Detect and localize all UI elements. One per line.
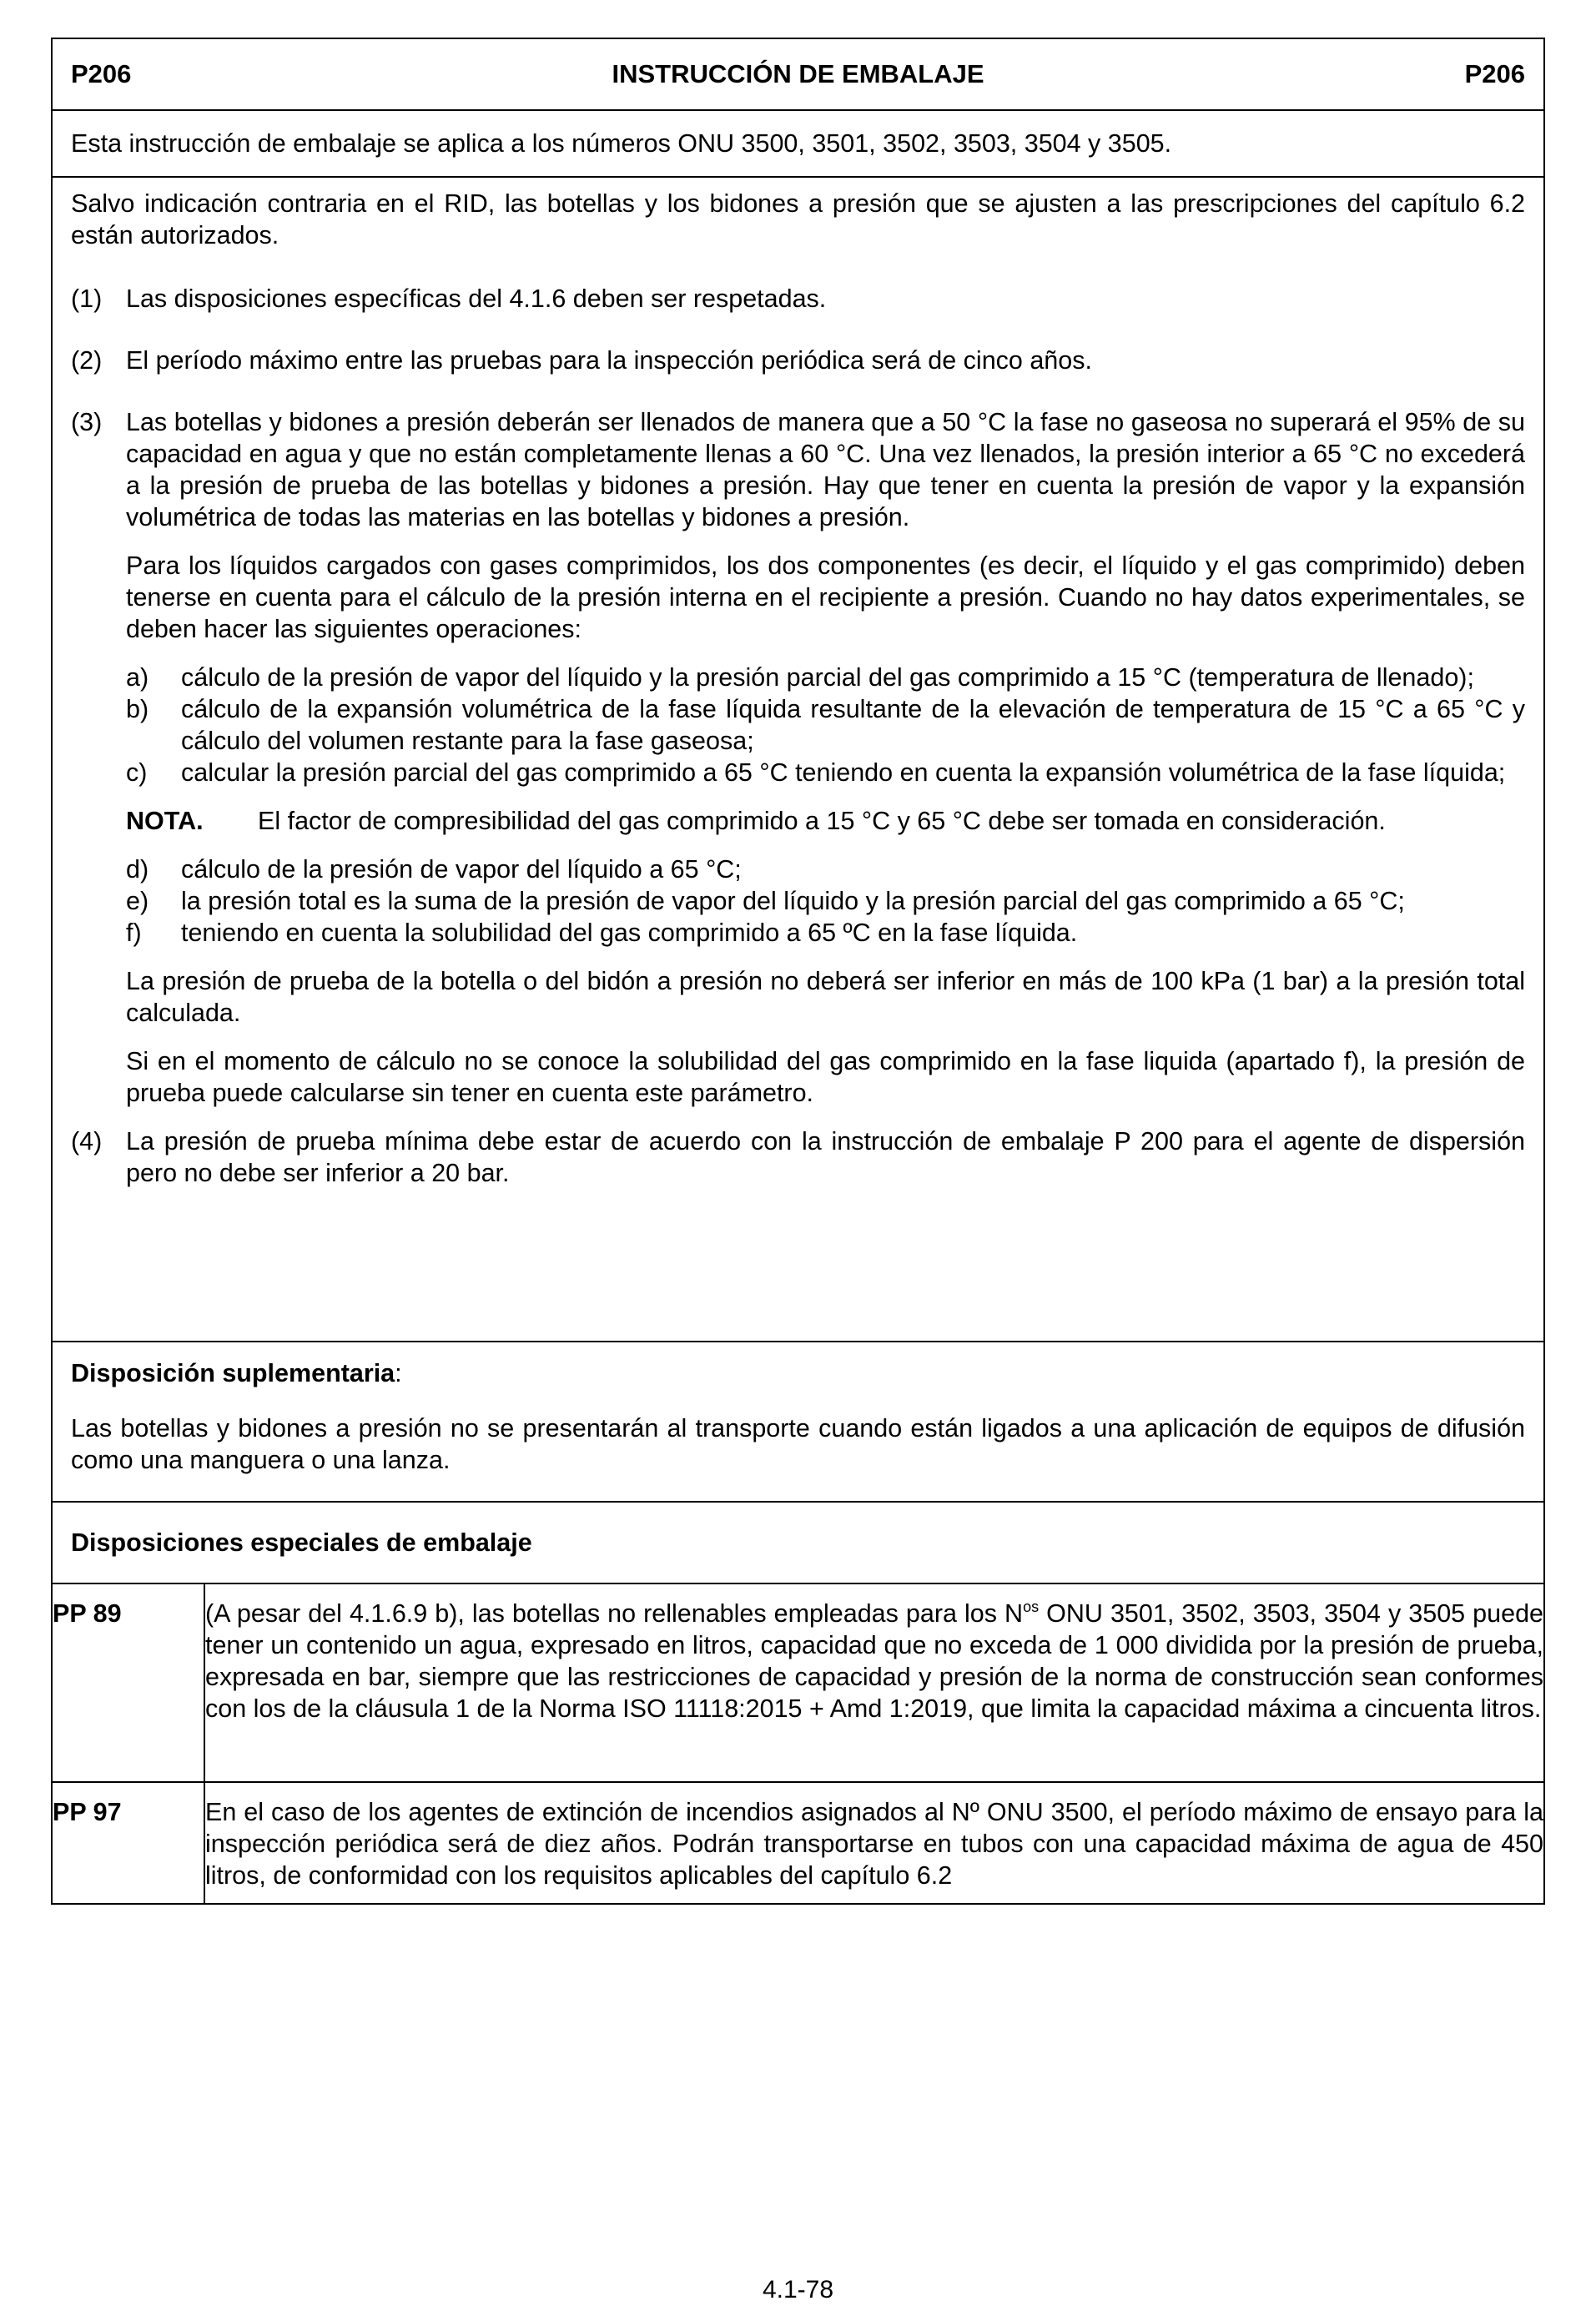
provision-item-1 <box>71 283 1525 315</box>
provision-text: Las botellas y bidones a presión deberán ser llenados de manera que a 50 °C la fase no gaseosa no superará el 95% de su capacidad en agua y que no están completamente llenas a 60 °C. Una vez llenados, la presión interior a 65 °C no excederá a la presión de prueba de las botellas y bidones a presión. Hay que tener en cuenta la presión de vapor y la expansión volumétrica de todas las materias en las botellas y bidones a presión. <box>126 408 1525 531</box>
step-c <box>71 757 1525 788</box>
note <box>71 805 1525 837</box>
main-provisions <box>53 178 1543 1342</box>
step-text: cálculo de la presión de vapor del líquido y la presión parcial del gas comprimido a 15 °C (temperatura de llenado); <box>181 663 1474 692</box>
provision-item-4 <box>71 1125 1525 1189</box>
special-provision-code: PP 89 <box>53 1584 205 1781</box>
step-text: teniendo en cuenta la solubilidad del gas comprimido a 65 ºC en la fase líquida. <box>181 919 1078 947</box>
provision-item-2 <box>71 345 1525 376</box>
special-provision-text: En el caso de los agentes de extinción de incendios asignados al Nº ONU 3500, el período máximo de ensayo para la inspección periódica será de diez años. Podrán transportarse en tubos con una capacidad máxima de agua de 450 litros, de conformidad con los requisitos aplicables del capítulo 6.2 <box>205 1798 1543 1890</box>
supplementary-provision <box>53 1342 1543 1503</box>
pp89-text-after: ONU 3501, 3502, 3503, 3504 y 3505 puede tener un contenido un agua, expresado en litros, capacidad que no exceda de 1 000 dividida por la presión de prueba, expresada en bar, siempre que las restricciones de capacidad y presión de la norma de construcción sean conformes con los de la cláusula 1 de la Norma ISO 11118:2015 + Amd 1:2019, que limita la capacidad máxima a cincuenta litros. <box>205 1599 1543 1723</box>
step-text: calcular la presión parcial del gas comprimido a 65 °C teniendo en cuenta la expansión volumétrica de la fase líquida; <box>181 758 1506 787</box>
step-letter: c) <box>126 758 148 787</box>
instruction-code-right: P206 <box>1464 59 1525 88</box>
test-pressure-paragraph: La presión de prueba de la botella o del bidón a presión no deberá ser inferior en más de 100 kPa (1 bar) a la presión total calculada. <box>126 967 1525 1027</box>
table-title: INSTRUCCIÓN DE EMBALAJE <box>612 59 984 88</box>
note-text: El factor de compresibilidad del gas comprimido a 15 °C y 65 °C debe ser tomada en consideración. <box>258 807 1386 835</box>
step-letter: e) <box>126 887 149 915</box>
table-header <box>53 39 1543 111</box>
step-d <box>71 853 1525 885</box>
special-provision-row <box>53 1783 1543 1903</box>
provision-number: (4) <box>71 1127 103 1155</box>
provision-number: (2) <box>71 346 103 375</box>
instruction-code-left: P206 <box>71 59 132 88</box>
supplementary-title: Disposición suplementaria <box>71 1359 395 1387</box>
intro-paragraph: Salvo indicación contraria en el RID, las botellas y los bidones a presión que se ajusten a las prescripciones del capítulo 6.2 están autorizados. <box>71 189 1525 249</box>
provision-item-3 <box>71 406 1525 533</box>
packing-instruction-table <box>51 38 1545 1905</box>
step-text: cálculo de la presión de vapor del líquido a 65 °C; <box>181 855 742 884</box>
step-b <box>71 693 1525 757</box>
special-provision-text <box>205 1584 1543 1781</box>
step-a <box>71 662 1525 693</box>
step-text: la presión total es la suma de la presión de vapor del líquido y la presión parcial del gas comprimido a 65 °C; <box>181 887 1405 915</box>
liquids-paragraph: Para los líquidos cargados con gases comprimidos, los dos componentes (es decir, el líquido y el gas comprimido) deben tenerse en cuenta para el cálculo de la presión interna en el recipiente a presión. Cuando no hay datos experimentales, se deben hacer las siguientes operaciones: <box>126 551 1525 643</box>
special-provision-code: PP 97 <box>53 1783 205 1903</box>
special-provisions-heading: Disposiciones especiales de embalaje <box>71 1528 532 1557</box>
special-provision-row <box>53 1584 1543 1783</box>
step-e <box>71 885 1525 917</box>
solubility-paragraph: Si en el momento de cálculo no se conoce la solubilidad del gas comprimido en la fase liquida (apartado f), la presión de prueba puede calcularse sin tener en cuenta este parámetro. <box>126 1047 1525 1107</box>
provision-text: El período máximo entre las pruebas para la inspección periódica será de cinco años. <box>126 346 1092 375</box>
provision-text: La presión de prueba mínima debe estar de acuerdo con la instrucción de embalaje P 200 para el agente de dispersión pero no debe ser inferior a 20 bar. <box>126 1127 1525 1187</box>
supplementary-colon: : <box>395 1359 402 1387</box>
pp89-superscript: os <box>1023 1599 1040 1615</box>
step-letter: d) <box>126 855 149 884</box>
provision-number: (1) <box>71 284 103 313</box>
step-letter: a) <box>126 663 149 692</box>
applicability-row <box>53 111 1543 178</box>
provision-number: (3) <box>71 408 103 436</box>
special-provisions-title <box>53 1503 1543 1584</box>
step-f <box>71 917 1525 949</box>
page-number: 4.1-78 <box>762 2276 834 2303</box>
step-letter: f) <box>126 919 142 947</box>
step-text: cálculo de la expansión volumétrica de la fase líquida resultante de la elevación de temperatura de 15 °C a 65 °C y cálculo del volumen restante para la fase gaseosa; <box>181 695 1525 755</box>
note-label: NOTA. <box>126 807 204 835</box>
step-letter: b) <box>126 695 149 723</box>
provision-text: Las disposiciones específicas del 4.1.6 deben ser respetadas. <box>126 284 827 313</box>
pp89-text-before: (A pesar del 4.1.6.9 b), las botellas no rellenables empleadas para los N <box>205 1599 1024 1628</box>
supplementary-text: Las botellas y bidones a presión no se presentarán al transporte cuando están ligados a una aplicación de equipos de difusión como una manguera o una lanza. <box>71 1414 1525 1474</box>
applicability-text: Esta instrucción de embalaje se aplica a los números ONU 3500, 3501, 3502, 3503, 3504 y 3505. <box>71 128 1172 158</box>
